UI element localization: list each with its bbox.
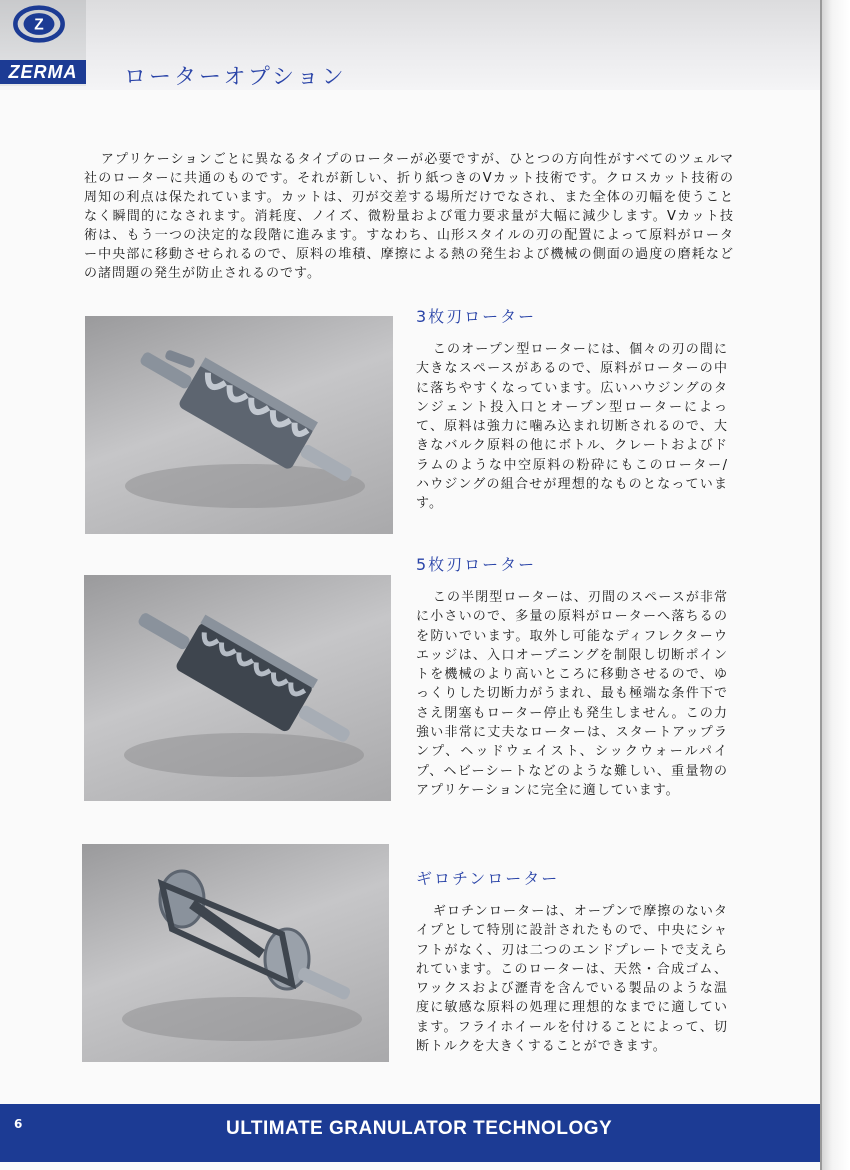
page-title: ローターオプション [124, 65, 347, 90]
page-edge-shadow [820, 0, 850, 1170]
rotor-guillotine-illustration [82, 844, 389, 1062]
intro-text: アプリケーションごとに異なるタイプのローターが必要ですが、ひとつの方向性がすべてのツェルマ社のローターに共通のものです。それが新しい、折り紙つきのVカット技術です。クロスカット技術の周知の利点は保たれています。カットは、刃が交差する場所だけでなされ、また全体の刃幅を使うことなく瞬間的になされます。消耗度、ノイズ、微粉量および電力要求量が大幅に減少します。Vカット技術は、もう一つの決定的な段階に進みます。すなわち、山形スタイルの刃の配置によって原料がローター中央部に移動させられるので、原料の堆積、摩擦による熱の発生および機械の側面の過度の磨耗などの諸問題の発生が防止されるのです。 [84, 152, 734, 281]
rotor-photo-3-blade [85, 316, 393, 534]
rotor-photo-5-blade [84, 575, 391, 801]
intro-paragraph [84, 150, 734, 283]
rotor-photo-guillotine [82, 844, 389, 1062]
section-title-3-blade: 3枚刃ローター [416, 307, 537, 326]
section-title-5-blade: 5枚刃ローター [416, 555, 537, 574]
section-title-guillotine: ギロチンローター [416, 869, 560, 888]
section-text-3-blade: このオープン型ローターには、個々の刃の間に大きなスペースがあるので、原料がローターの中に落ちやすくなっています。広いハウジングのタンジェント投入口とオープン型ローターによって、原料は強力に噛み込まれ切断されるので、大きなバルク原料の他にボトル、クレートおよびドラムのような中空原料の粉砕にもこのローター/ハウジングの組合せが理想的なものとなっています。 [416, 342, 728, 512]
section-text-guillotine: ギロチンローターは、オープンで摩擦のないタイプとして特別に設計されたもので、中央にシャフトがなく、刃は二つのエンドプレートで支えられています。このローターは、天然・合成ゴム、ワックスおよび瀝青を含んでいる製品のような温度に敏感な原料の処理に理想的なまでに適しています。フライホイールを付けることによって、切断トルクを大きくすることができます。 [416, 904, 728, 1055]
header-band [0, 0, 820, 90]
section-body-5-blade [416, 588, 728, 800]
page-number: 6 [14, 1117, 23, 1131]
svg-text:Z: Z [34, 16, 44, 34]
page-edge-line [820, 0, 822, 1170]
brand-name: ZERMA [0, 60, 86, 84]
rotor-3-blade-illustration [85, 316, 393, 534]
zerma-logo-icon [10, 4, 68, 44]
section-text-5-blade: この半閉型ローターは、刃間のスペースが非常に小さいので、多量の原料がローターへ落ちるのを防いでいます。取外し可能なディフレクターウエッジは、入口オープニングを制限し切断ポイントを機械のより高いところに移動させるので、ゆっくりした切断力がうまれ、最も極端な条件下でさえ閉塞もローター停止も発生しません。この力強い非常に丈夫なローターは、スタートアップランプ、ヘッドウェイスト、シックウォールパイプ、ヘビーシートなどのような難しい、重量物のアプリケーションに完全に適しています。 [416, 590, 728, 798]
footer-tagline: ULTIMATE GRANULATOR TECHNOLOGY [226, 1118, 613, 1139]
rotor-5-blade-illustration [84, 575, 391, 801]
section-body-guillotine [416, 902, 728, 1056]
section-body-3-blade [416, 340, 728, 514]
zerma-logo [0, 0, 86, 86]
